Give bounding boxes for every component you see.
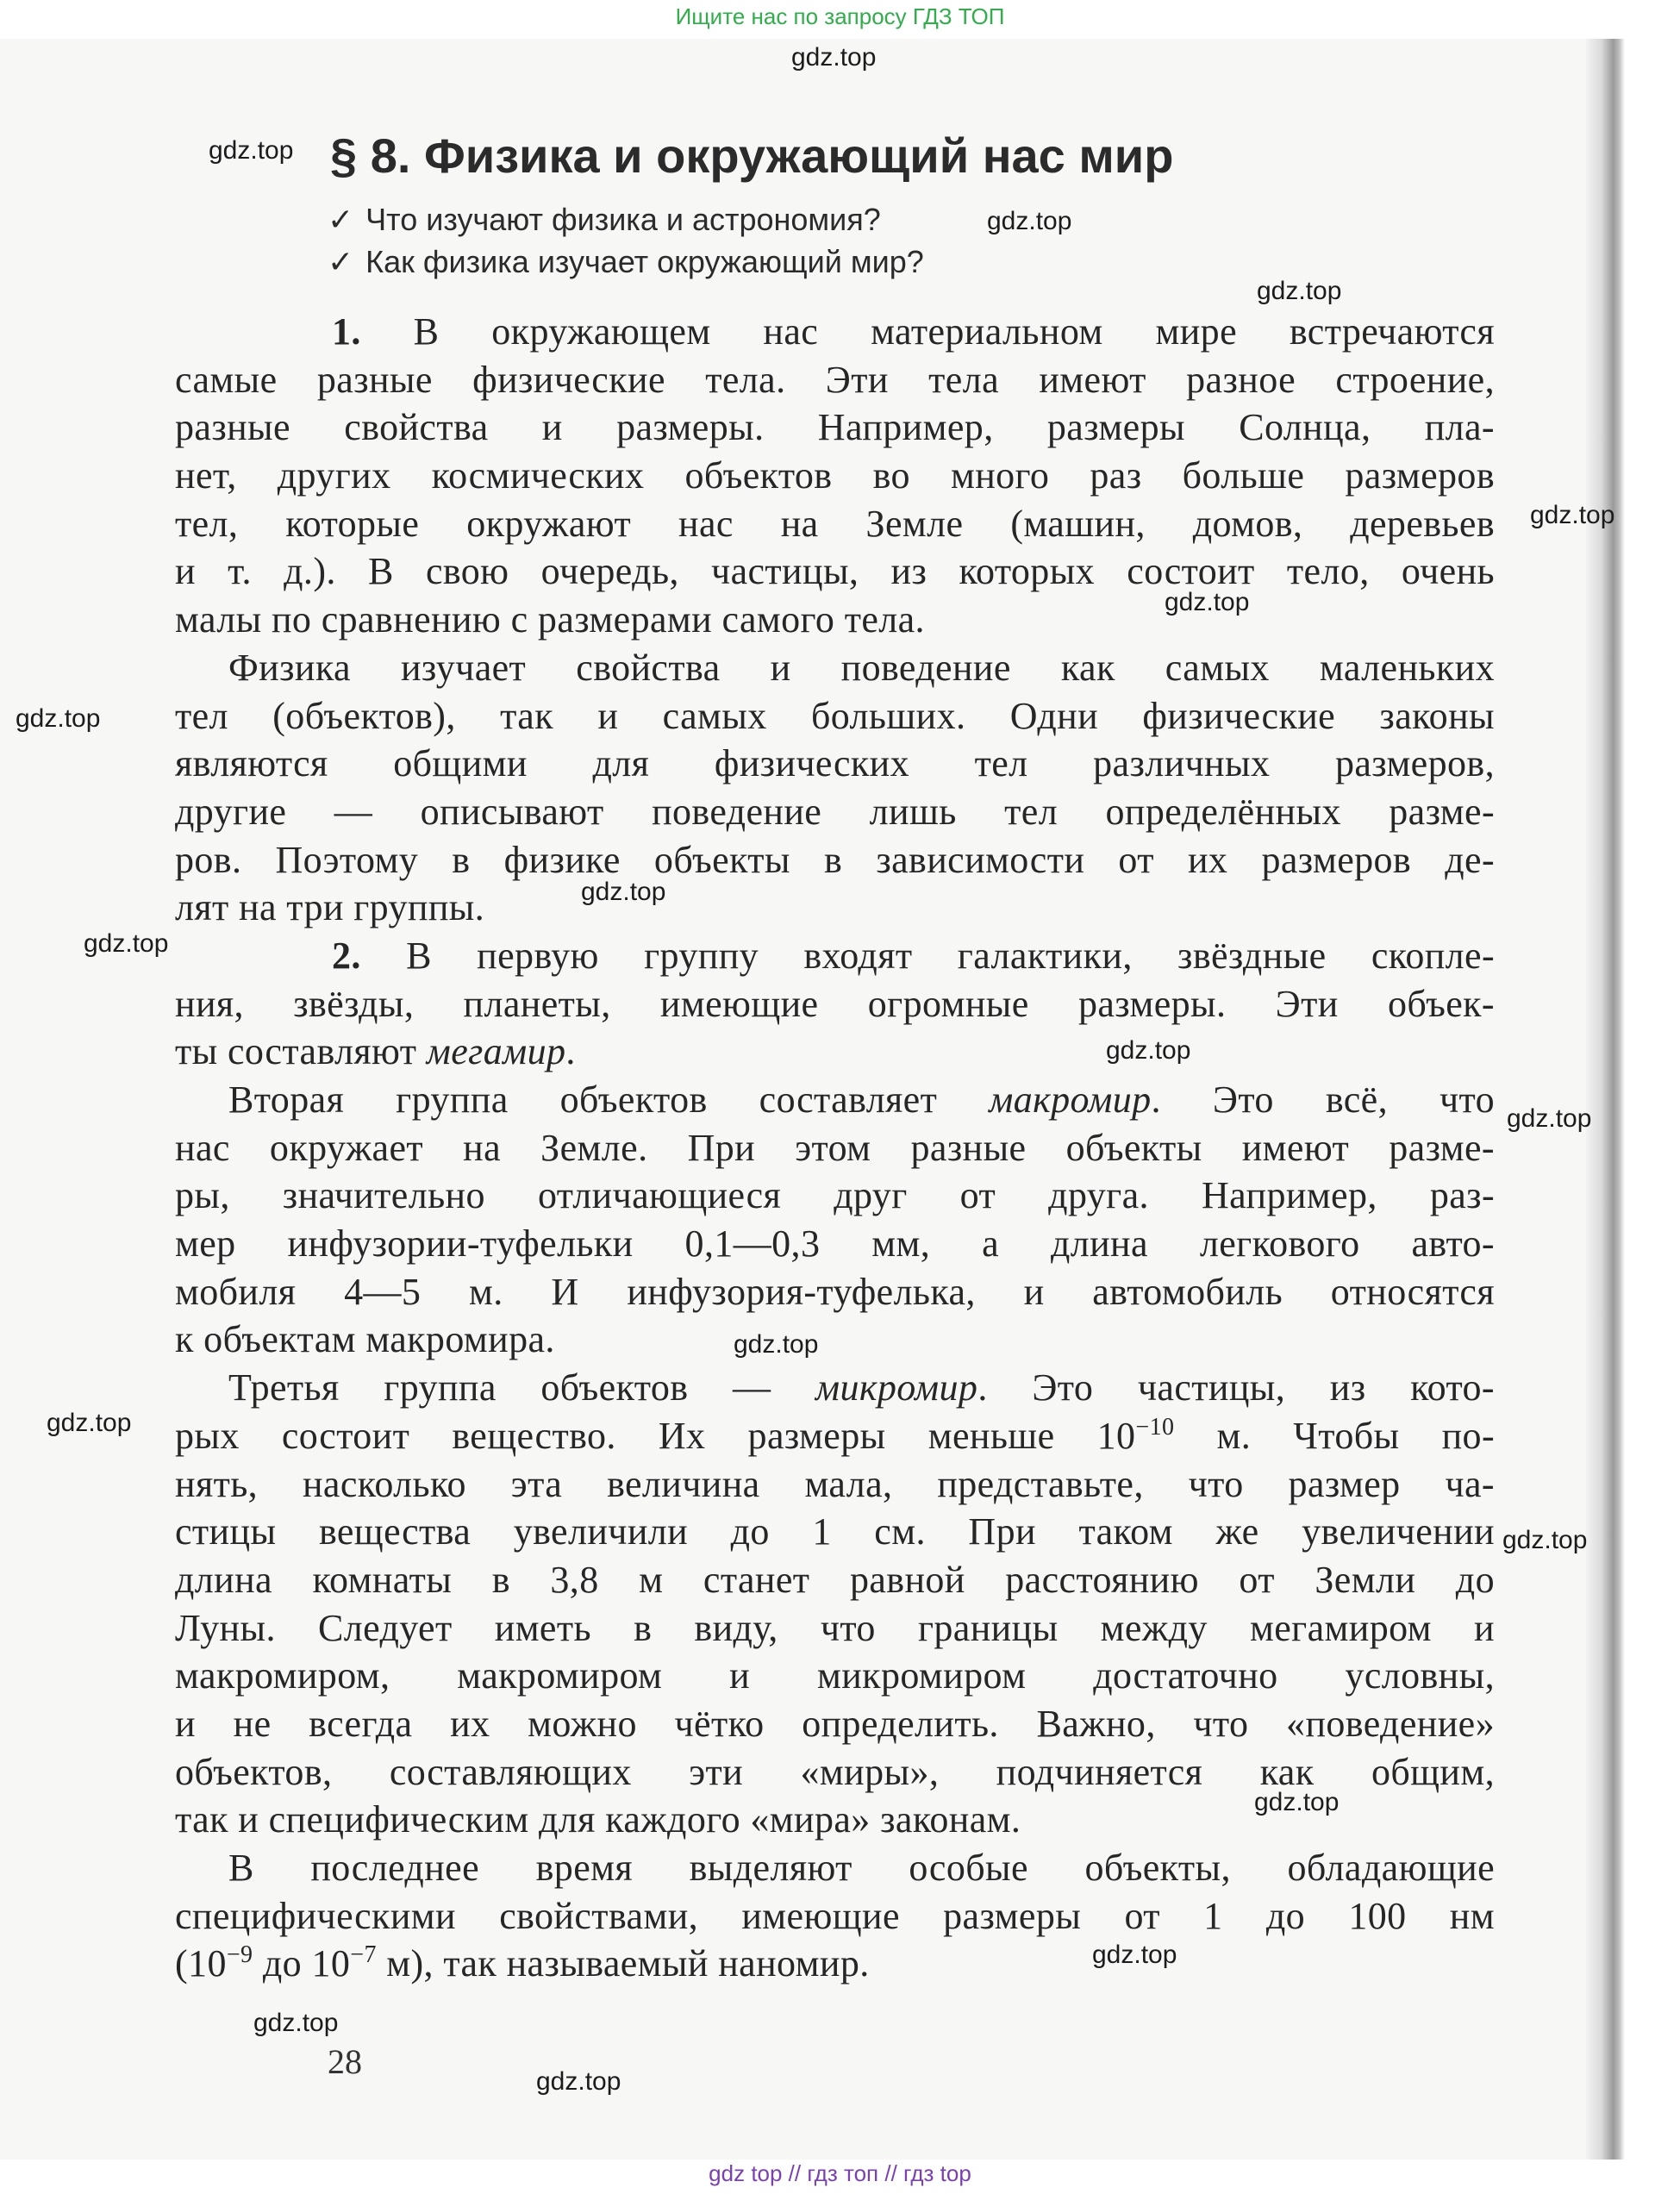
watermark: gdz.top	[1530, 501, 1615, 529]
text-line	[175, 644, 1495, 692]
text-line	[175, 1604, 1495, 1653]
text-segment: В последнее время выделяют особые объекты, обладающие	[228, 1847, 1495, 1889]
text-segment: м), так называемый наномир.	[376, 1942, 870, 1985]
section-title: § 8. Физика и окружающий нас мир	[330, 128, 1174, 183]
text-line	[175, 1220, 1495, 1268]
text-segment: Луны. Следует иметь в виду, что границы между мегамиром и	[175, 1606, 1495, 1649]
text-segment: ры, значительно отличающиеся друг от друга. Например, раз-	[175, 1174, 1495, 1217]
watermark: gdz.top	[536, 2067, 621, 2096]
watermark: gdz.top	[581, 878, 666, 906]
exponent: −7	[350, 1941, 377, 1969]
watermark: gdz.top	[1257, 277, 1342, 305]
body-text	[175, 308, 1495, 1988]
page-number: 28	[328, 2042, 362, 2081]
watermark: gdz.top	[734, 1330, 819, 1359]
watermark: gdz.top	[253, 2009, 339, 2037]
text-line	[175, 1028, 1495, 1076]
text-line	[175, 1652, 1495, 1700]
text-segment: объектов, составляющих эти «миры», подчиняется как общим,	[175, 1750, 1495, 1793]
text-line	[175, 452, 1495, 500]
watermark: gdz.top	[47, 1409, 132, 1437]
term-italic: мегамир	[426, 1030, 566, 1073]
text-segment: и не всегда их можно чётко определить. Важно, что «поведение»	[175, 1702, 1495, 1745]
text-segment: . Это всё, что	[1151, 1078, 1495, 1121]
text-line	[175, 403, 1495, 452]
watermark: gdz.top	[1092, 1941, 1177, 1969]
text-segment: так и специфическим для каждого «мира» законам.	[175, 1798, 1021, 1841]
text-segment: нет, других космических объектов во много раз больше размеров	[175, 454, 1495, 497]
text-segment: ния, звёзды, планеты, имеющие огромные размеры. Эти объек-	[175, 982, 1495, 1025]
text-segment: стицы вещества увеличили до 1 см. При таком же увеличении	[175, 1510, 1495, 1553]
text-line	[175, 1124, 1495, 1172]
text-segment: самые разные физические тела. Эти тела имеют разное строение,	[175, 358, 1495, 401]
text-line	[175, 1940, 1495, 1988]
text-line	[175, 500, 1495, 548]
text-segment: .	[565, 1030, 576, 1073]
text-line	[175, 1268, 1495, 1316]
text-segment: Физика изучает свойства и поведение как самых маленьких	[228, 646, 1495, 689]
text-line	[175, 1892, 1495, 1941]
watermark: gdz.top	[1502, 1526, 1588, 1554]
question-text: Что изучают физика и астрономия?	[365, 202, 881, 237]
text-segment: Третья группа объектов —	[228, 1366, 816, 1410]
question-text: Как физика изучает окружающий мир?	[365, 244, 924, 279]
text-segment: . Это частицы, из кото-	[977, 1366, 1495, 1410]
watermark: gdz.top	[791, 43, 877, 72]
text-line	[175, 740, 1495, 788]
text-line	[175, 980, 1495, 1028]
text-segment: и т. д.). В свою очередь, частицы, из которых состоит тело, очень	[175, 550, 1495, 593]
text-segment: (10	[175, 1942, 227, 1985]
watermark: gdz.top	[987, 207, 1072, 235]
text-line	[175, 884, 1495, 932]
text-segment: к объектам макромира.	[175, 1318, 555, 1361]
exponent: −9	[226, 1941, 253, 1969]
check-icon: ✓	[328, 202, 354, 237]
text-line	[175, 1316, 1495, 1364]
text-line	[175, 1172, 1495, 1220]
text-line	[175, 1412, 1495, 1460]
page-edge-shadow	[1586, 39, 1625, 2160]
text-line	[175, 547, 1495, 596]
text-line	[175, 1844, 1495, 1892]
text-segment: другие — описывают поведение лишь тел определённых разме-	[175, 790, 1495, 833]
check-icon: ✓	[328, 244, 354, 279]
term-italic: микромир	[815, 1366, 978, 1410]
text-line	[175, 356, 1495, 404]
text-line	[175, 692, 1495, 741]
text-line	[175, 1460, 1495, 1509]
text-segment: нять, насколько эта величина мала, представьте, что размер ча-	[175, 1462, 1495, 1505]
exponent: −10	[1135, 1413, 1175, 1441]
text-line	[175, 932, 1495, 980]
text-segment: рых состоит вещество. Их размеры меньше 10	[175, 1414, 1136, 1457]
text-segment: нас окружает на Земле. При этом разные объекты имеют разме-	[175, 1126, 1495, 1169]
text-segment: длина комнаты в 3,8 м станет равной расстоянию от Земли до	[175, 1558, 1495, 1601]
text-segment: лят на три группы.	[175, 886, 485, 929]
watermark: gdz.top	[209, 136, 294, 165]
text-line	[175, 308, 1495, 356]
bottom-banner[interactable]: gdz top // гдз топ // гдз top	[709, 2160, 971, 2186]
paragraph-number: 2.	[332, 934, 361, 977]
watermark: gdz.top	[1507, 1104, 1592, 1133]
text-line	[175, 836, 1495, 884]
text-segment: тел, которые окружают нас на Земле (машин, домов, деревьев	[175, 502, 1495, 545]
watermark: gdz.top	[1165, 588, 1250, 616]
text-line	[175, 1364, 1495, 1412]
text-segment: тел (объектов), так и самых больших. Одни физические законы	[175, 694, 1495, 737]
text-segment: В первую группу входят галактики, звёздные скопле-	[360, 934, 1495, 977]
watermark: gdz.top	[84, 929, 169, 958]
text-segment: мер инфузории-туфельки 0,1—0,3 мм, а длина легкового авто-	[175, 1222, 1495, 1266]
paragraph-number: 1.	[332, 310, 361, 353]
text-segment: специфическими свойствами, имеющие размеры от 1 до 100 нм	[175, 1894, 1495, 1937]
text-line	[175, 1556, 1495, 1604]
text-segment: макромиром, макромиром и микромиром достаточно условны,	[175, 1654, 1495, 1697]
text-segment: мобиля 4—5 м. И инфузория-туфелька, и автомобиль относятся	[175, 1270, 1495, 1313]
text-segment: до 10	[253, 1942, 351, 1985]
question-2	[328, 244, 924, 280]
watermark: gdz.top	[16, 704, 101, 733]
question-1	[328, 202, 881, 238]
text-line	[175, 596, 1495, 644]
term-italic: макромир	[989, 1078, 1152, 1121]
text-segment: м. Чтобы по-	[1174, 1414, 1496, 1457]
text-segment: ты составляют	[175, 1030, 427, 1073]
watermark: gdz.top	[1106, 1036, 1191, 1065]
text-segment: Вторая группа объектов составляет	[228, 1078, 990, 1121]
text-line	[175, 1700, 1495, 1748]
text-segment: являются общими для физических тел различных размеров,	[175, 742, 1495, 785]
text-line	[175, 788, 1495, 836]
text-segment: малы по сравнению с размерами самого тела.	[175, 598, 925, 641]
text-line	[175, 1076, 1495, 1124]
text-segment: В окружающем нас материальном мире встречаются	[360, 310, 1495, 353]
text-line	[175, 1508, 1495, 1556]
watermark: gdz.top	[1254, 1788, 1340, 1816]
text-segment: разные свойства и размеры. Например, размеры Солнца, пла-	[175, 406, 1495, 449]
top-banner[interactable]: Ищите нас по запросу ГДЗ ТОП	[675, 3, 1005, 29]
text-segment: ров. Поэтому в физике объекты в зависимости от их размеров де-	[175, 838, 1495, 881]
